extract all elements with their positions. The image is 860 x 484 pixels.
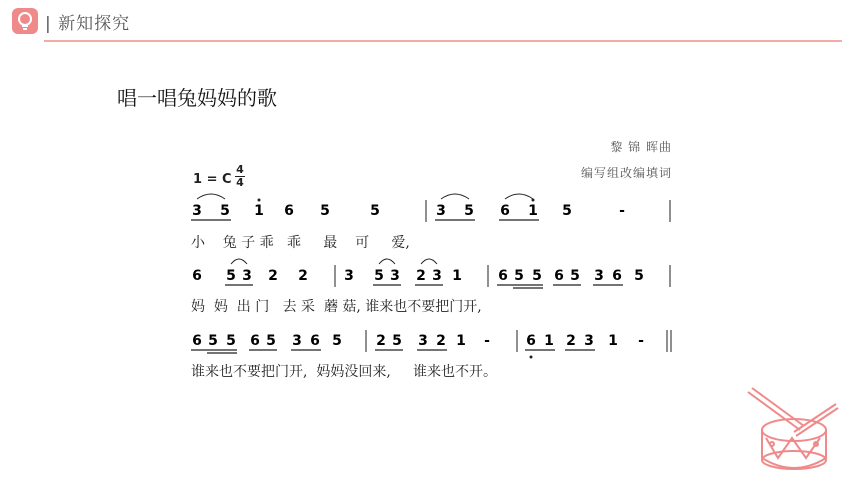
note: 3	[292, 333, 302, 349]
drum-icon	[742, 386, 842, 476]
slur	[197, 194, 225, 199]
note: 6	[192, 333, 202, 349]
slur	[379, 259, 395, 264]
note: 1	[608, 333, 618, 349]
note: 2	[268, 268, 278, 284]
section-title: | 新知探究	[45, 14, 131, 34]
time-signature-top: 4	[236, 163, 244, 176]
note: 5	[208, 333, 218, 349]
note: 3	[584, 333, 594, 349]
note: 3	[594, 268, 604, 284]
note: 1	[456, 333, 466, 349]
note: 6	[284, 203, 294, 219]
note: 5	[226, 333, 236, 349]
note: 6	[500, 203, 510, 219]
octave-dot	[530, 356, 533, 359]
note: 2	[298, 268, 308, 284]
note: 5	[570, 268, 580, 284]
lyrics-line-1: 小 兔 子 乖 乖 最 可 爱,	[191, 235, 410, 251]
lyricist-credit: 编写组改编填词	[580, 166, 672, 180]
note: 6	[526, 333, 536, 349]
note: 3	[390, 268, 400, 284]
note: 5	[562, 203, 572, 219]
slur	[421, 259, 437, 264]
note: 6	[554, 268, 564, 284]
lyrics-line-2: 妈 妈 出 门 去 采 蘑 菇, 谁来也不要把门开,	[191, 299, 482, 315]
note: -	[484, 333, 490, 349]
composer-credit: 黎 锦 晖曲	[610, 140, 672, 154]
key-signature: 1 = C	[193, 172, 232, 187]
note: 5	[392, 333, 402, 349]
note: 2	[416, 268, 426, 284]
slur	[505, 194, 533, 199]
note: 5	[332, 333, 342, 349]
time-signature-bottom: 4	[236, 176, 244, 189]
note: 5	[374, 268, 384, 284]
note: 5	[370, 203, 380, 219]
note: 1	[544, 333, 554, 349]
note: 6	[612, 268, 622, 284]
note: -	[619, 203, 625, 219]
note: 1	[528, 203, 538, 219]
octave-dot	[258, 199, 261, 202]
note: 3	[436, 203, 446, 219]
note: 1	[452, 268, 462, 284]
note: 5	[220, 203, 230, 219]
slur	[231, 259, 247, 264]
note: 2	[566, 333, 576, 349]
lyrics-line-3: 谁来也不要把门开, 妈妈没回来, 谁来也不开。	[191, 364, 498, 380]
note: 6	[192, 268, 202, 284]
note: 6	[498, 268, 508, 284]
note: 3	[344, 268, 354, 284]
note: 3	[192, 203, 202, 219]
note: 6	[310, 333, 320, 349]
slur	[441, 194, 469, 199]
note: 5	[514, 268, 524, 284]
note: 5	[226, 268, 236, 284]
note: 5	[532, 268, 542, 284]
note: -	[638, 333, 644, 349]
note: 3	[242, 268, 252, 284]
note: 3	[418, 333, 428, 349]
note: 1	[254, 203, 264, 219]
note: 5	[320, 203, 330, 219]
note: 3	[432, 268, 442, 284]
lesson-title: 唱一唱兔妈妈的歌	[117, 86, 277, 110]
note: 5	[266, 333, 276, 349]
note: 2	[376, 333, 386, 349]
note: 2	[436, 333, 446, 349]
note: 5	[464, 203, 474, 219]
note: 6	[250, 333, 260, 349]
note: 5	[634, 268, 644, 284]
